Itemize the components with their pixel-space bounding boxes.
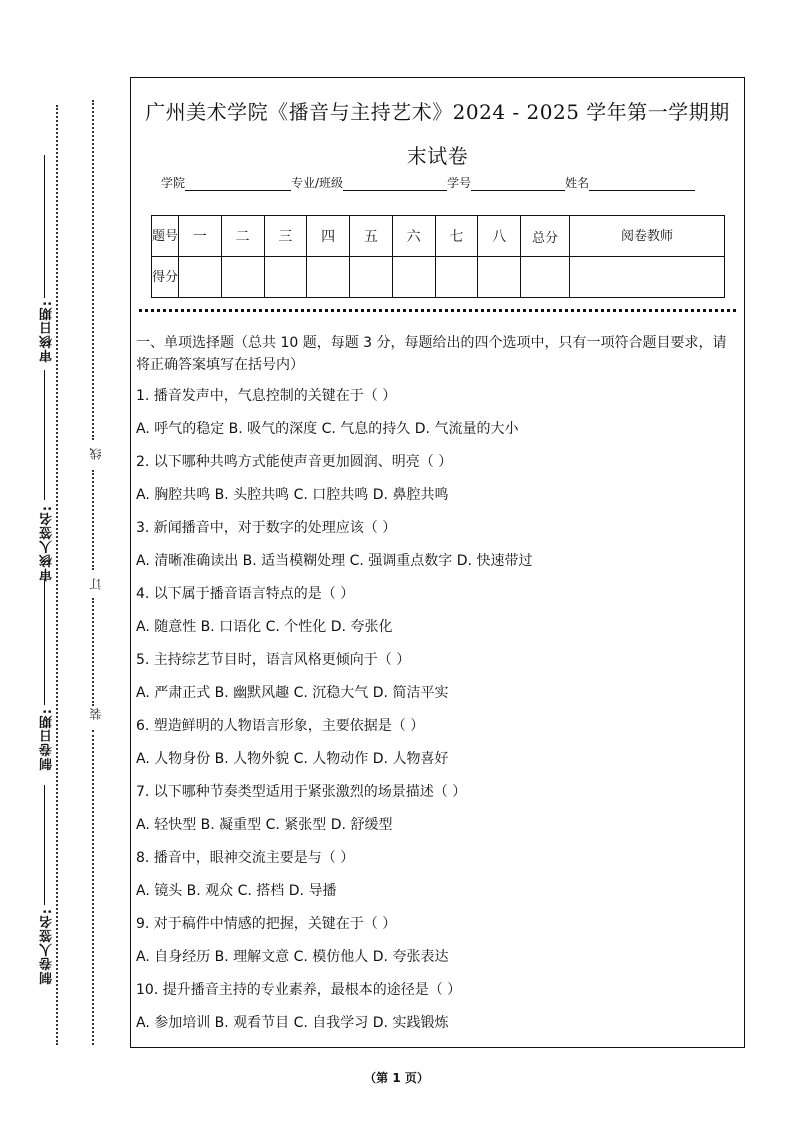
score-col-1: 一 [179,216,222,257]
question-8: 8. 播音中，眼神交流主要是与（ ） [136,850,355,866]
question-3: 3. 新闻播音中，对于数字的处理应该（ ） [136,520,397,536]
college-field[interactable] [185,178,291,191]
major-label: 专业/班级 [291,176,344,190]
left-dotted-binding-line [56,105,58,1045]
score-table-score-row [152,257,725,298]
score-col-teacher: 阅卷教师 [570,216,725,257]
score-table [151,215,725,298]
make-date-label: 制卷日期: [40,708,55,771]
options-9: A. 自身经历 B. 理解文意 C. 模仿他人 D. 夸张表达 [136,949,449,965]
question-6: 6. 塑造鲜明的人物语言形象，主要依据是（ ） [136,718,425,734]
score-col-8: 八 [478,216,521,257]
maker-sign-label: 制卷人签名: [40,908,55,985]
options-10: A. 参加培训 B. 观看节目 C. 自我学习 D. 实践锻炼 [136,1015,449,1031]
question-7: 7. 以下哪种节奏类型适用于紧张激烈的场景描述（ ） [136,784,467,800]
score-cell-6[interactable] [392,257,435,298]
question-5: 5. 主持综艺节目时，语言风格更倾向于（ ） [136,652,411,668]
review-date-line[interactable] [44,155,45,298]
question-9: 9. 对于稿件中情感的把握，关键在于（ ） [136,916,397,932]
question-4: 4. 以下属于播音语言特点的是（ ） [136,586,355,602]
section-heading: 一、单项选择题（总共 10 题，每题 3 分，每题给出的四个选项中，只有一项符合题目要求，请将正确答案填写在括号内） [136,335,727,373]
binding-mark-ding: 订 [89,578,103,590]
right-dotted-binding-line-2 [92,470,94,570]
score-cell-teacher[interactable] [570,257,725,298]
options-2: A. 胸腔共鸣 B. 头腔共鸣 C. 口腔共鸣 D. 鼻腔共鸣 [136,487,449,503]
student-info-row [161,174,695,191]
options-8: A. 镜头 B. 观众 C. 搭档 D. 导播 [136,883,337,899]
score-col-2: 二 [221,216,264,257]
name-label: 姓名 [565,176,590,190]
question-number-label: 题号 [152,216,179,257]
review-date-label: 审核日期: [40,300,55,363]
major-field[interactable] [343,178,447,191]
right-dotted-binding-line [92,100,94,440]
score-col-total: 总分 [521,216,570,257]
college-label: 学院 [161,176,186,190]
options-7: A. 轻快型 B. 凝重型 C. 紧张型 D. 舒缓型 [136,817,393,833]
name-field[interactable] [589,178,695,191]
score-col-4: 四 [307,216,350,257]
score-cell-3[interactable] [264,257,307,298]
score-cell-8[interactable] [478,257,521,298]
maker-sign-line[interactable] [44,785,45,905]
student-id-field[interactable] [471,178,565,191]
student-id-label: 学号 [447,176,472,190]
score-cell-4[interactable] [307,257,350,298]
score-label: 得分 [152,257,179,298]
score-cell-total[interactable] [521,257,570,298]
score-cell-5[interactable] [350,257,393,298]
score-cell-7[interactable] [435,257,478,298]
score-table-header-row [152,216,725,257]
score-col-7: 七 [435,216,478,257]
question-1: 1. 播音发声中，气息控制的关键在于（ ） [136,388,397,404]
score-cell-1[interactable] [179,257,222,298]
right-dotted-binding-line-3 [92,598,94,706]
reviewer-sign-line[interactable] [44,370,45,500]
section-single-choice [136,332,736,1040]
score-col-6: 六 [392,216,435,257]
options-3: A. 清晰准确读出 B. 适当模糊处理 C. 强调重点数字 D. 快速带过 [136,553,533,569]
binding-mark-zhuang: 装 [89,708,103,720]
exam-frame [130,77,745,1048]
score-col-3: 三 [264,216,307,257]
options-6: A. 人物身份 B. 人物外貌 C. 人物动作 D. 人物喜好 [136,751,449,767]
binding-mark-line: 线 [89,448,103,460]
options-4: A. 随意性 B. 口语化 C. 个性化 D. 夸张化 [136,619,393,635]
question-10: 10. 提升播音主持的专业素养，最根本的途径是（ ） [136,982,462,998]
options-1: A. 呼气的稳定 B. 吸气的深度 C. 气息的持久 D. 气流量的大小 [136,421,519,437]
question-2: 2. 以下哪种共鸣方式能使声音更加圆润、明亮（ ） [136,454,453,470]
exam-title: 广州美术学院《播音与主持艺术》2024 - 2025 学年第一学期期末试卷 [145,100,730,168]
reviewer-sign-label: 审核人签名: [40,505,55,582]
make-date-line[interactable] [44,580,45,705]
header-separator [139,309,736,312]
right-dotted-binding-line-4 [92,730,94,1045]
score-col-5: 五 [350,216,393,257]
options-5: A. 严肃正式 B. 幽默风趣 C. 沉稳大气 D. 简洁平实 [136,685,449,701]
score-cell-2[interactable] [221,257,264,298]
page-number: （第 1 页） [364,1071,429,1085]
